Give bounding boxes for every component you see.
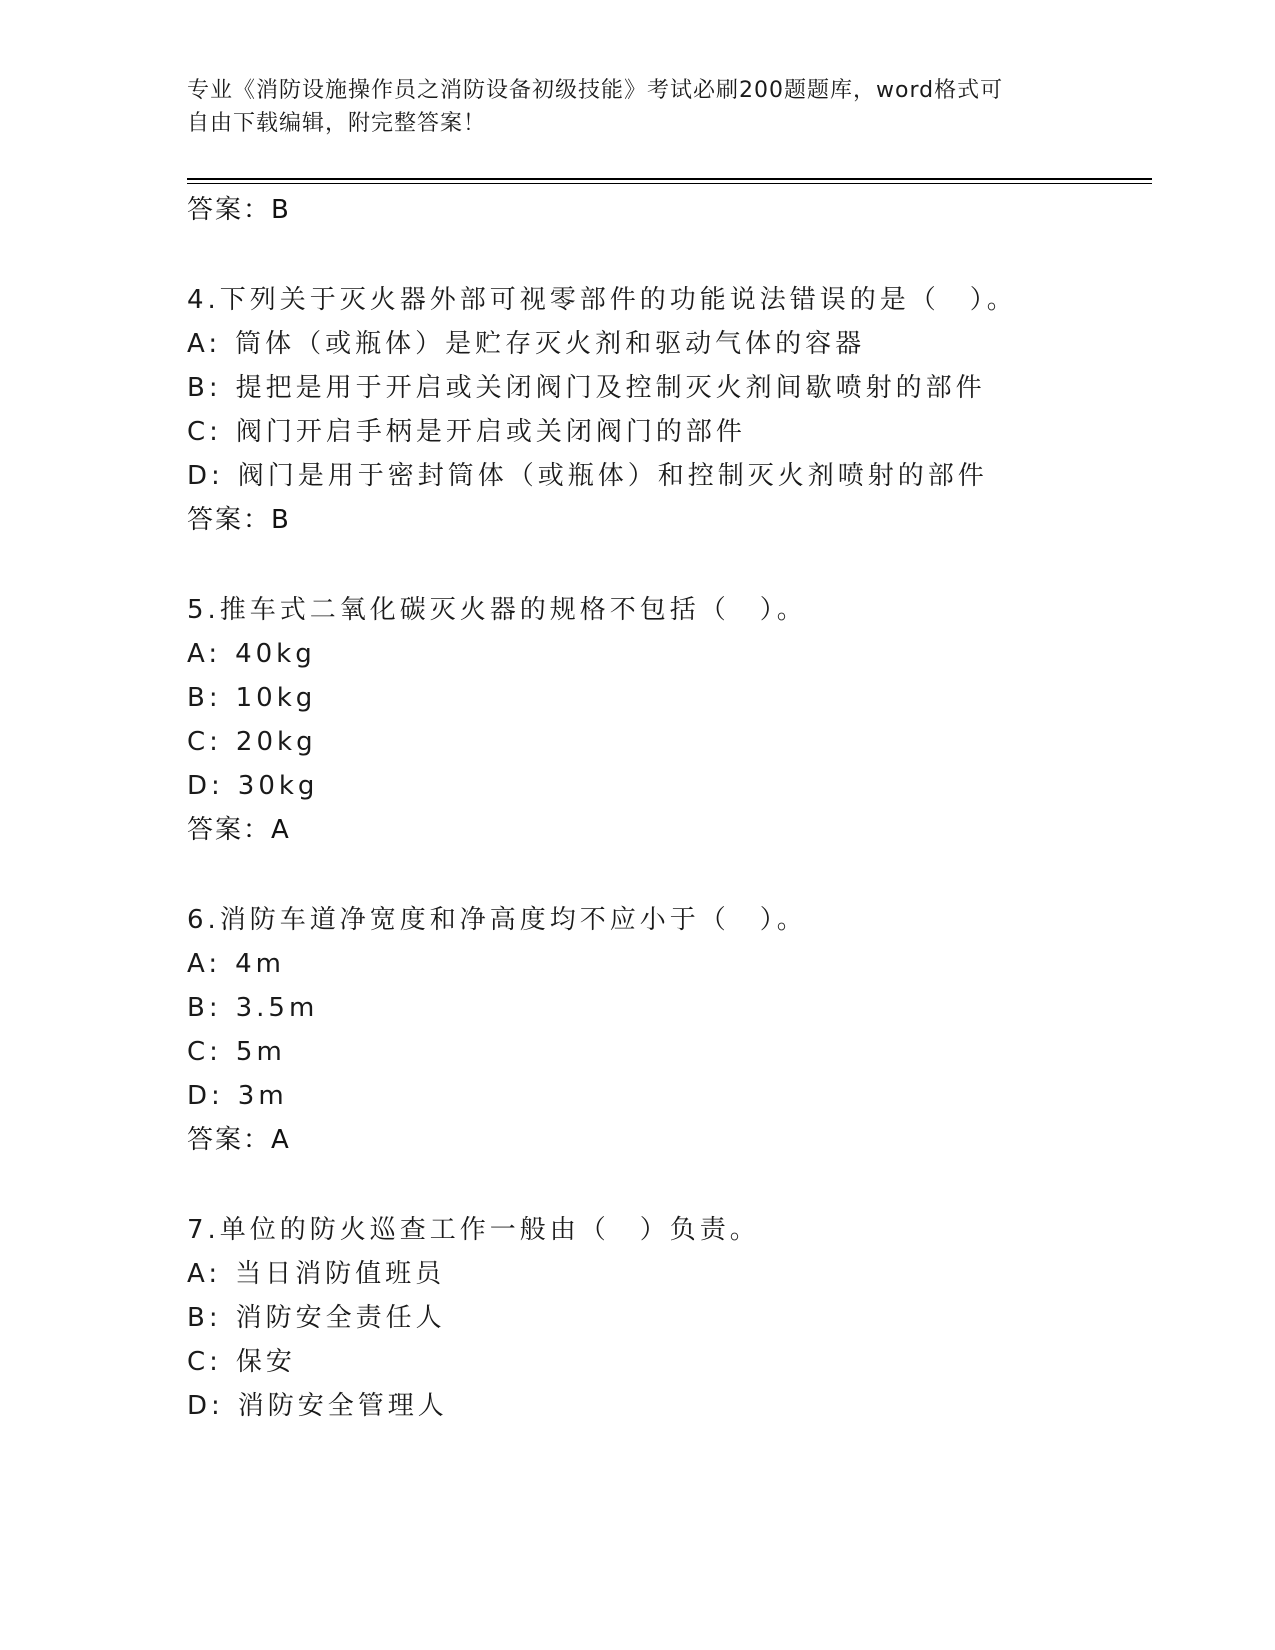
option-item [187,681,316,715]
option-text: 40kg [235,639,316,669]
header-line-1: 专业《消防设施操作员之消防设备初级技能》考试必刷200题题库，word格式可 [187,78,1004,103]
previous-answer: 答案：B [187,195,291,225]
option-item [187,327,865,361]
option-text: 提把是用于开启或关闭阀门及控制灭火剂间歇喷射的部件 [235,373,986,403]
option-item [187,991,318,1025]
option-item [187,371,986,405]
question-stem: 4.下列关于灭火器外部可视零部件的功能说法错误的是（ ）。 [187,285,1017,315]
option-text: 5m [235,1037,286,1067]
option-item [187,1257,445,1291]
option-key: B: [187,993,222,1023]
option-item [187,769,318,803]
option-item [187,947,285,981]
option-key: B: [187,1303,222,1333]
header-divider-thin [187,183,1152,184]
option-key: B: [187,373,222,403]
option-item [187,1345,296,1379]
option-key: C: [187,417,222,447]
option-item [187,415,746,449]
option-text: 3m [237,1081,288,1111]
option-item [187,459,988,493]
option-key: C: [187,727,222,757]
option-item [187,725,317,759]
header-divider-thick [187,178,1152,180]
option-item [187,1389,448,1423]
option-key: B: [187,683,222,713]
option-item [187,1079,288,1113]
answer-line: 答案：B [187,505,291,535]
option-key: D: [187,1081,224,1111]
option-text: 保安 [235,1347,296,1377]
answer-line: 答案：A [187,815,291,845]
option-key: D: [187,461,224,491]
option-key: D: [187,771,224,801]
option-key: A: [187,329,222,359]
header-line-2: 自由下载编辑，附完整答案！ [187,111,487,136]
option-key: A: [187,639,222,669]
option-item [187,637,316,671]
option-text: 4m [235,949,285,979]
document-header [187,74,1067,140]
option-text: 20kg [235,727,317,757]
option-key: C: [187,1037,222,1067]
option-text: 30kg [237,771,319,801]
answer-line: 答案：A [187,1125,291,1155]
option-text: 筒体（或瓶体）是贮存灭火剂和驱动气体的容器 [235,329,866,359]
option-text: 当日消防值班员 [235,1259,446,1289]
option-key: C: [187,1347,222,1377]
option-key: A: [187,1259,222,1289]
option-key: D: [187,1391,224,1421]
option-key: A: [187,949,222,979]
option-item [187,1035,286,1069]
option-text: 消防安全管理人 [237,1391,448,1421]
option-text: 阀门是用于密封筒体（或瓶体）和控制灭火剂喷射的部件 [237,461,988,491]
option-text: 消防安全责任人 [235,1303,446,1333]
question-stem: 5.推车式二氧化碳灭火器的规格不包括（ ）。 [187,595,807,625]
option-text: 10kg [235,683,317,713]
question-stem: 6.消防车道净宽度和净高度均不应小于（ ）。 [187,905,807,935]
option-text: 3.5m [235,993,319,1023]
option-text: 阀门开启手柄是开启或关闭阀门的部件 [235,417,746,447]
option-item [187,1301,446,1335]
question-stem: 7.单位的防火巡查工作一般由（ ）负责。 [187,1215,760,1245]
